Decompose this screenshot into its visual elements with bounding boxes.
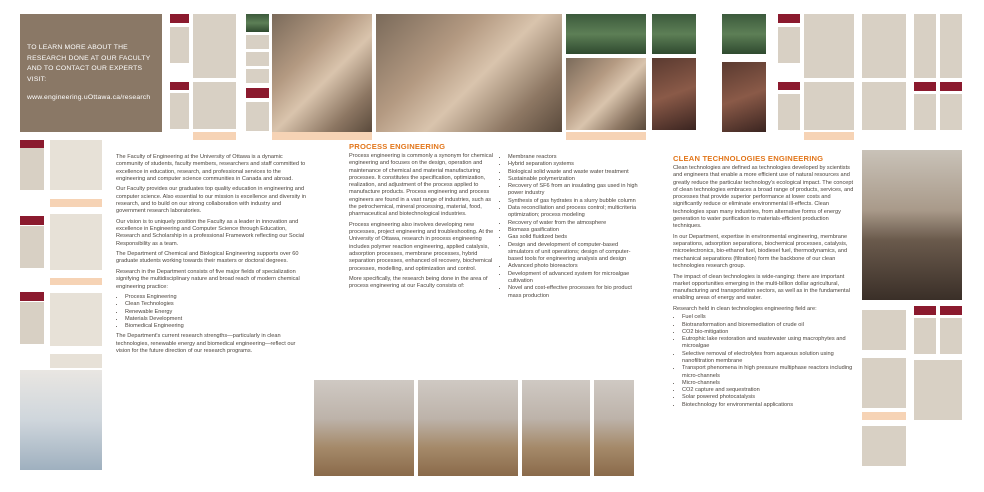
- list-item: • Materials Development: [125, 316, 306, 323]
- list-item: • Design and development of computer-based simulators of unit operations; design of computer-based tools for engineering analysis and design: [508, 242, 639, 264]
- list-item: • Fuel cells: [682, 314, 855, 321]
- cta-line-2: RESEARCH DONE AT OUR FACULTY: [27, 54, 151, 62]
- list-item: • Biological solid waste and waste water treatment: [508, 169, 639, 176]
- intro-paragraph: The Department's current research strengths—particularly in clean technologies, renewable energy and biomedical engineering—reflect our vision for the future direction of our research programs.: [116, 333, 296, 355]
- tile: [193, 14, 236, 78]
- list-item: • Transport phenomena in high pressure multiphase reactors including micro-channels: [682, 365, 855, 380]
- intro-paragraph: Research in the Department consists of five major fields of specialization signifying the multidisciplinary nature and broad reach of modern chemical engineering practice:: [116, 268, 300, 290]
- tile: [170, 82, 189, 90]
- clean-paragraph: Clean technologies are defined as technologies developed by scientists and engineers that enable a more efficient use of natural resources and greatly reduce the particular technology's ecological impact. The concept of clean technologies embraces a broad range of products, services, and processes that provide superior performance at lower costs and significantly reduce or eliminate environmental ill-effects. Clean technologies span many industries, from alternative forms of energy generation to water purification to materials-efficient production techniques.: [673, 165, 854, 230]
- tile: [170, 93, 189, 129]
- list-item: • Renewable Energy: [125, 309, 306, 316]
- list-item: • Biotransformation and bioremediation of crude oil: [682, 322, 855, 329]
- scientist-photo: [20, 370, 102, 470]
- clean-column: [673, 154, 855, 409]
- intro-column: [116, 154, 306, 359]
- tile: [50, 354, 102, 368]
- process-list-column: [499, 154, 639, 300]
- clean-paragraph: In our Department, expertise in environmental engineering, membrane separations, adsorption separations, biochemical processes, catalysis, microelectronics, bio-ethanol fuel, biodiesel fuel, thermodynamics, and mechanical separations (filtration) form the backbone of our clean technologies research group.: [673, 233, 848, 270]
- list-item: • Synthesis of gas hydrates in a slurry bubble column: [508, 198, 639, 205]
- intro-paragraph: The Department of Chemical and Biological Engineering supports over 60 graduate students working towards their masters or doctoral degrees.: [116, 251, 299, 265]
- list-item: • Micro-channels: [682, 380, 855, 387]
- tile: [940, 318, 962, 354]
- tile: [862, 14, 906, 78]
- tile: [778, 82, 800, 90]
- tile: [778, 27, 800, 63]
- cta-box: [20, 14, 162, 132]
- list-item: • Sustainable polymerization: [508, 176, 639, 183]
- list-item: • CO2 bio-mitigation: [682, 329, 855, 336]
- tile: [50, 140, 102, 190]
- tile: [20, 216, 44, 225]
- tile: [50, 199, 102, 207]
- list-item: • Biomass gasification: [508, 227, 639, 234]
- tile: [914, 360, 962, 420]
- glassware-photo: [314, 380, 414, 476]
- fields-list: [116, 294, 306, 330]
- list-item: • Selective removal of electrolytes from aqueous solution using nanofiltration membrane: [682, 351, 855, 366]
- clean-heading: CLEAN TECHNOLOGIES ENGINEERING: [673, 154, 824, 163]
- list-item: • Novel and cost-effective processes for bio product mass production: [508, 285, 639, 300]
- list-item: • Data reconciliation and process control; multicriteria optimization; process modeling: [508, 205, 639, 220]
- list-item: • Recovery of SF6 from an insulating gas used in high power industry: [508, 183, 639, 198]
- tile: [50, 214, 102, 270]
- list-item: • Development of advanced system for microalgae cultivation: [508, 271, 639, 286]
- list-item: • Recovery of water from the atmosphere: [508, 220, 639, 227]
- list-item: • CO2 capture and sequestration: [682, 387, 855, 394]
- process-paragraph: Process engineering is commonly a synonym for chemical engineering and focuses on the design, operation and maintenance of chemical and material manufacturing processes. It constitutes the specification, optimization, realization, and adjustment of the process applied to manufacture products. Process engineering and process engineers are found in a vast range of industries, such as the petrochemical, mineral processing, material, food, pharmaceutical and biotechnological industries.: [349, 153, 493, 218]
- tile: [170, 27, 189, 63]
- tile: [940, 14, 962, 78]
- list-item: • Advanced photo bioreactors: [508, 263, 639, 270]
- clean-paragraph: The impact of clean technologies is wide-ranging: there are important market opportunities emerging in the multi-billion dollar agricultural, manufacturing and transportation sectors, as well as in the fundamental enabling areas of energy and water.: [673, 273, 850, 302]
- tile: [246, 88, 269, 98]
- glassware-photo: [418, 380, 518, 476]
- process-paragraph: More specifically, the research being done in the area of process engineering at our Faculty consists of:: [349, 276, 488, 290]
- cta-url-link[interactable]: www.engineering.uOttawa.ca/research: [27, 94, 151, 101]
- clean-research-list: [673, 314, 855, 409]
- tile: [193, 82, 236, 129]
- tile: [862, 412, 906, 420]
- tile: [20, 148, 44, 190]
- tile: [804, 14, 854, 78]
- tile-photo: [652, 58, 696, 130]
- list-item: • Solar powered photocatalysis: [682, 394, 855, 401]
- cta-line-3: AND TO CONTACT OUR EXPERTS VISIT:: [27, 65, 143, 83]
- intro-paragraph: Our vision is to uniquely position the Faculty as a leader in innovation and excellence in Engineering and Computer Science through Education, Research and Scholarship in a professional Framework reflecting our Social Responsibility as a team.: [116, 218, 305, 247]
- tile-photo: [652, 14, 696, 54]
- list-item: • Clean Technologies: [125, 301, 306, 308]
- researcher-photo: [376, 14, 562, 132]
- tile-photo: [722, 62, 766, 132]
- tile: [778, 14, 800, 23]
- process-paragraph: Process engineering also involves developing new processes, project engineering and troubleshooting. At the University of Ottawa, research in process engineering includes polymer reaction engineering, applied catalysis, adsorption processes, membrane processes, hybrid separation processes, enhanced oil recovery, biochemical processes, modelling, and optimization and control.: [349, 221, 494, 272]
- glassware-photo: [522, 380, 590, 476]
- tile: [20, 302, 44, 344]
- tile-photo: [246, 14, 269, 32]
- tile: [940, 306, 962, 315]
- tile: [940, 82, 962, 91]
- tile: [193, 132, 236, 140]
- process-heading: PROCESS ENGINEERING: [349, 142, 446, 151]
- student-photo: [862, 150, 962, 300]
- tile-photo: [566, 58, 646, 130]
- tile: [170, 14, 189, 23]
- list-item: • Process Engineering: [125, 294, 306, 301]
- list-item: • Membrane reactors: [508, 154, 639, 161]
- tile: [20, 292, 44, 301]
- glassware-photo: [594, 380, 634, 476]
- tile: [862, 82, 906, 130]
- tile: [862, 426, 906, 466]
- tile: [246, 35, 269, 49]
- tile: [778, 94, 800, 130]
- clean-paragraph: Research held in clean technologies engineering field are:: [673, 305, 817, 312]
- tile: [20, 226, 44, 268]
- tile-photo: [566, 14, 646, 54]
- tile: [246, 69, 269, 83]
- tile: [272, 132, 372, 140]
- tile: [914, 14, 936, 78]
- tile: [50, 293, 102, 346]
- list-item: • Biomedical Engineering: [125, 323, 306, 330]
- tile: [20, 140, 44, 148]
- cta-line-1: TO LEARN MORE ABOUT THE: [27, 44, 128, 51]
- process-research-list: [499, 154, 639, 300]
- tile: [914, 82, 936, 91]
- tile: [914, 306, 936, 315]
- intro-paragraph: Our Faculty provides our graduates top quality education in engineering and computer science. Also essential to our mission is excellence and diversity in research, and to build on our strong collaboration with industry and government research laboratories.: [116, 186, 306, 215]
- list-item: • Hybrid separation systems: [508, 161, 639, 168]
- tile: [862, 358, 906, 408]
- tile: [50, 278, 102, 285]
- process-column: [349, 142, 497, 294]
- tile: [940, 94, 962, 130]
- tile: [804, 82, 854, 130]
- tile: [246, 102, 269, 131]
- tile: [804, 132, 854, 140]
- intro-paragraph: The Faculty of Engineering at the University of Ottawa is a dynamic community of students, faculty members, researchers and staff committed to excellence in education, research, and professional services to the engineering and computer science communities in Canada and abroad.: [116, 154, 306, 182]
- tile: [862, 310, 906, 350]
- tile: [246, 52, 269, 66]
- tile: [914, 94, 936, 130]
- tile-photo: [722, 14, 766, 54]
- list-item: • Biotechnology for environmental applications: [682, 402, 855, 409]
- lab-photo-tile: [272, 14, 372, 132]
- tile: [566, 132, 646, 140]
- tile: [914, 318, 936, 354]
- list-item: • Gas solid fluidized beds: [508, 234, 639, 241]
- list-item: • Eutrophic lake restoration and wastewater using macrophytes and microalgae: [682, 336, 855, 351]
